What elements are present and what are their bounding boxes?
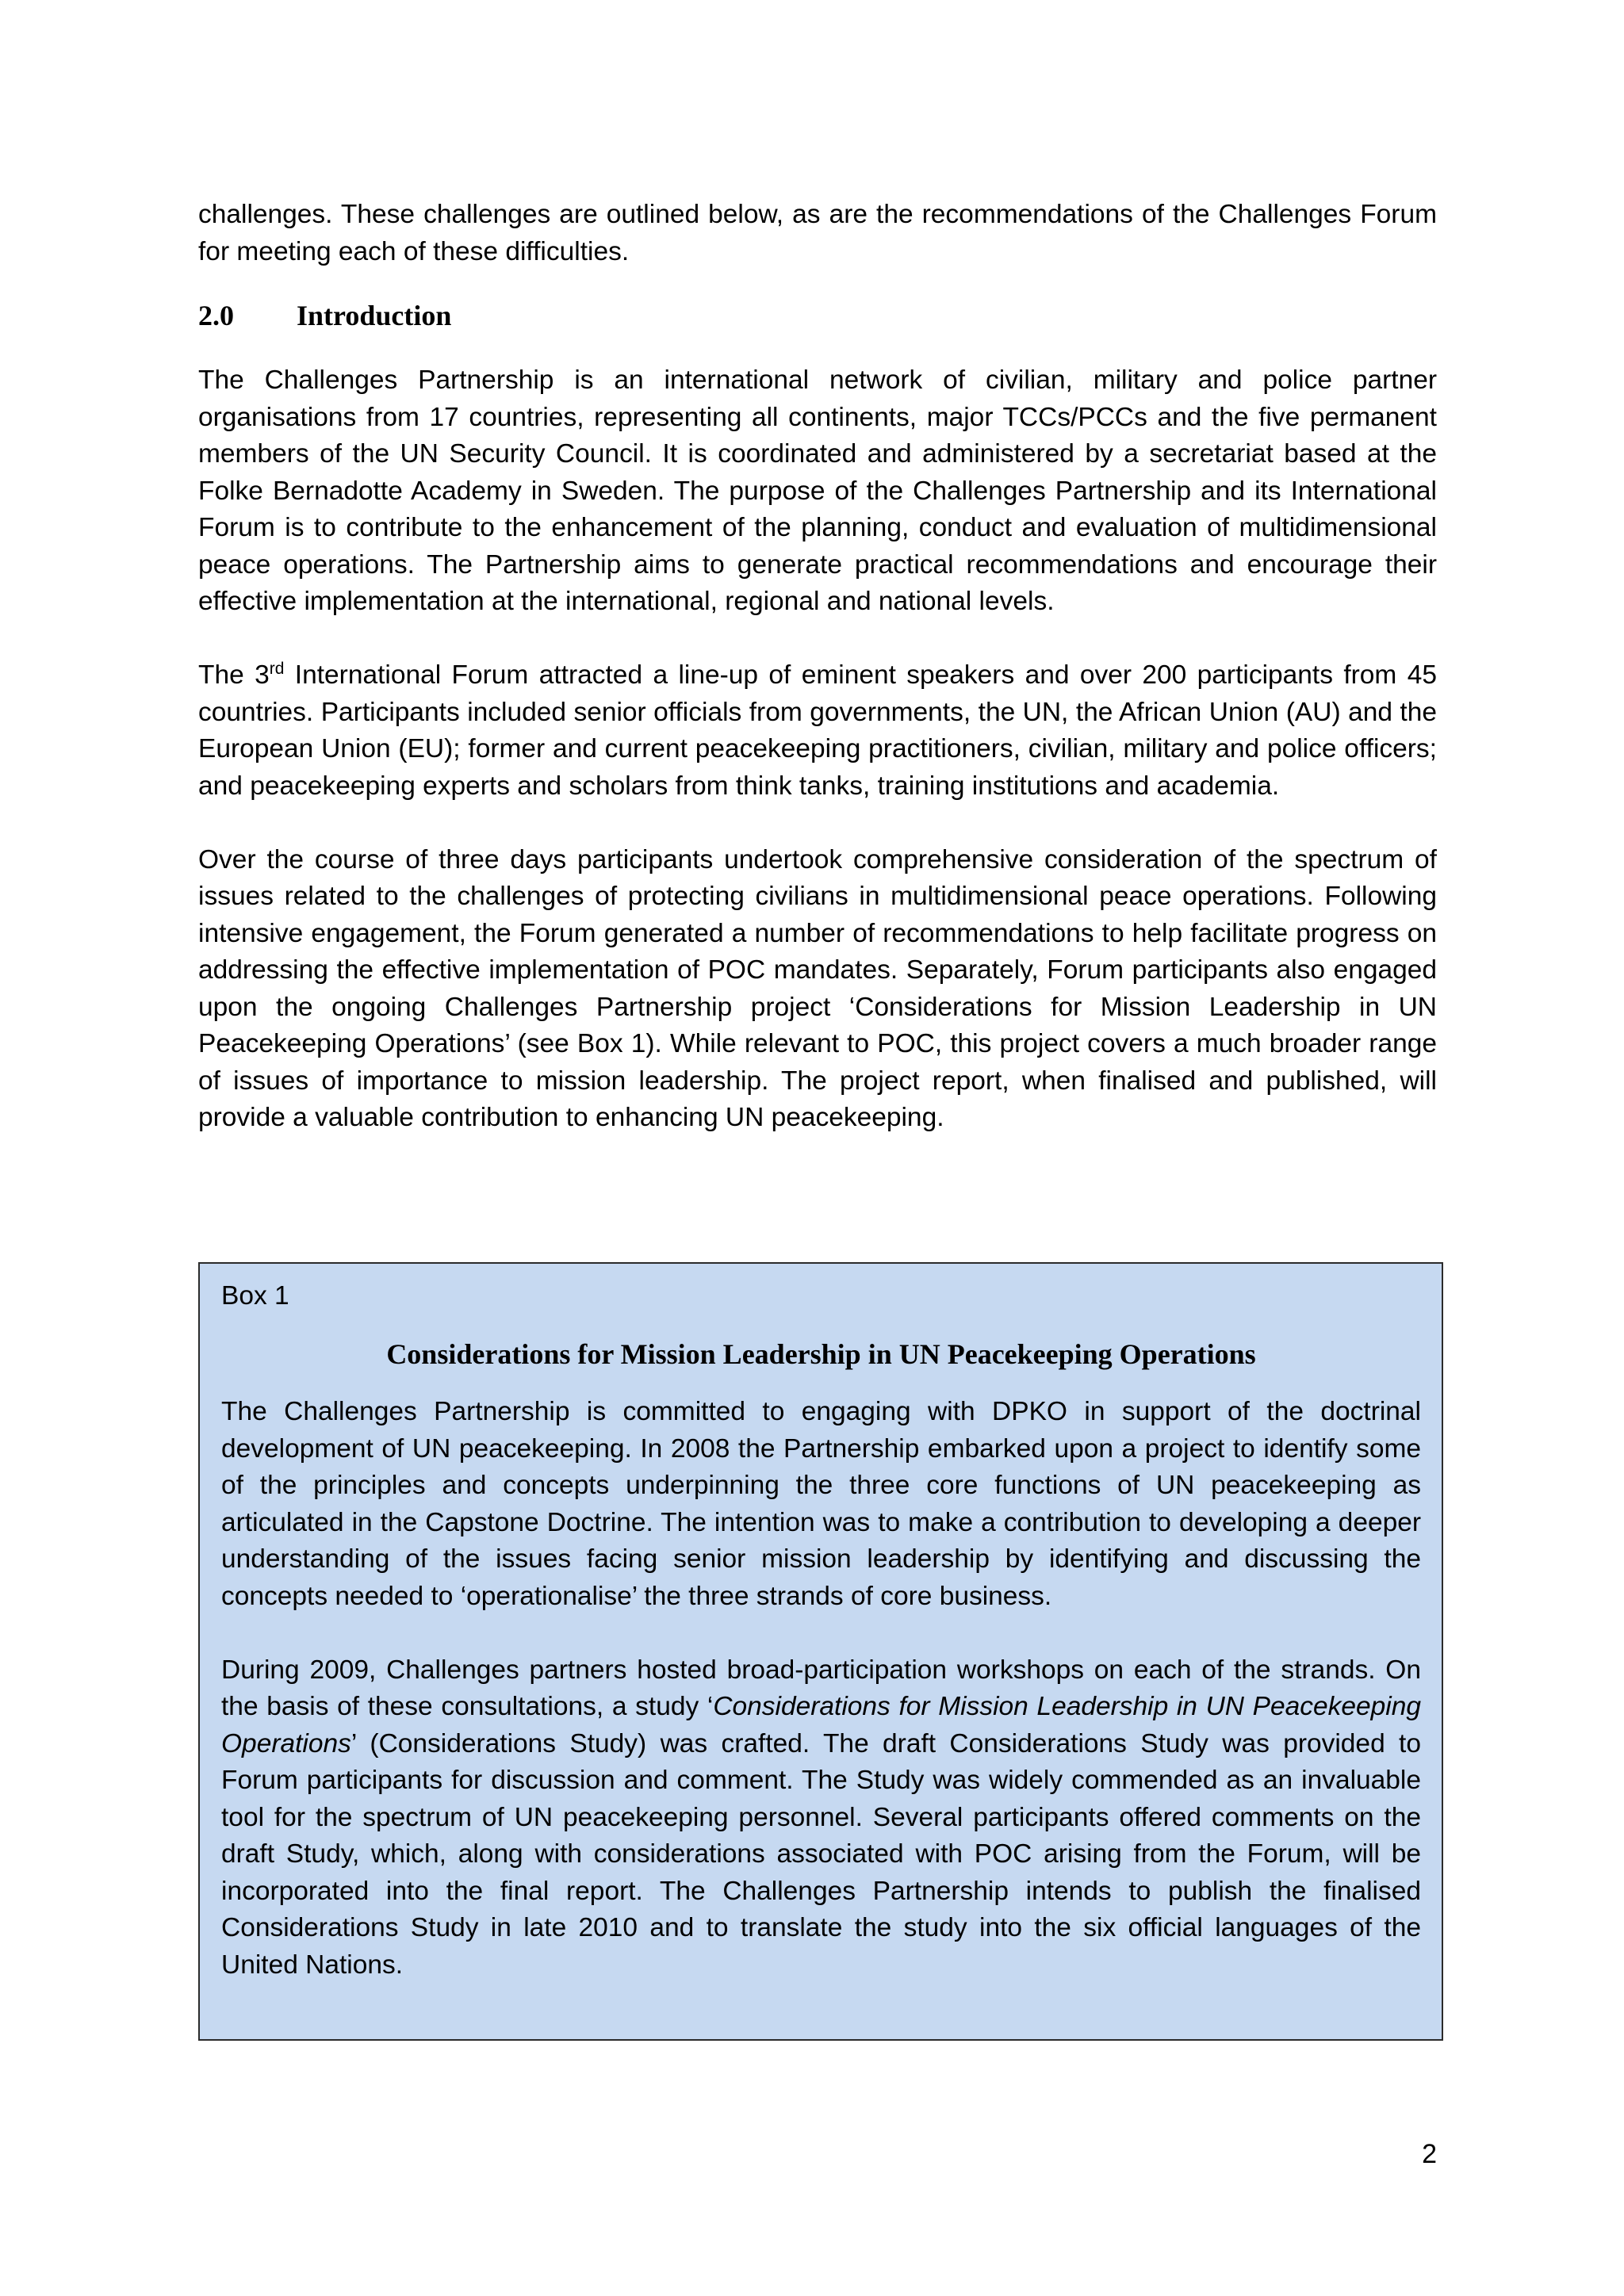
box-paragraph-commitment: The Challenges Partnership is committed to engaging with DPKO in support of the doctrinal development of UN peacekeeping. In 2008 the Partnership embarked upon a project to identify some of the principles and concepts underpinning the three core functions of UN peacekeeping as articulated in the Capstone Doctrine. The intention was to make a contribution to developing a deeper understanding of the issues facing senior mission leadership by identifying and discussing the concepts needed to ‘operationalise’ the three strands of core business. <box>221 1397 1421 1611</box>
box-2009-text-rest: ’ (Considerations Study) was crafted. The draft Considerations Study was provided to Forum participants for discussion and comment. The Study was widely commended as an invaluable tool for the spectrum of UN peacekeeping personnel. Several participants offered comments on the draft Study, which, along with considerations associated with POC arising from the Forum, will be incorporated into the final report. The Challenges Partnership intends to publish the finalised Considerations Study in late 2010 and to translate the study into the six official languages of the United Nations. <box>221 1728 1421 1980</box>
box-paragraph-2009 <box>221 1652 1421 1984</box>
box-title: Considerations for Mission Leadership in UN Peacekeeping Operations <box>386 1338 1256 1370</box>
forum-text-start: The 3 <box>198 660 270 690</box>
box-2009-text-start: During 2009, Challenges partners hosted broad-participation workshops on each of the strands. On the basis of these consultations, a study ‘ <box>221 1655 1421 1721</box>
ordinal-suffix: rd <box>269 659 285 678</box>
paragraph-forum <box>198 657 1437 805</box>
section-title: Introduction <box>297 300 452 331</box>
forum-text-rest: International Forum attracted a line-up of eminent speakers and over 200 participants from 45 countries. Participants included senior officials from governments, the UN, the African Union (AU) and the European Union (EU); former and current peacekeeping practitioners, civilian, military and police officers; and peacekeeping experts and scholars from think tanks, training institutions and academia. <box>198 660 1437 801</box>
box-label: Box 1 <box>221 1281 289 1311</box>
box-1 <box>198 1262 1443 2041</box>
paragraph-partnership: The Challenges Partnership is an international network of civilian, military and police partner organisations from 17 countries, representing all continents, major TCCs/PCCs and the five permanent members of the UN Security Council. It is coordinated and administered by a secretariat based at the Folke Bernadotte Academy in Sweden. The purpose of the Challenges Partnership and its International Forum is to contribute to the enhancement of the planning, conduct and evaluation of multidimensional peace operations. The Partnership aims to generate practical recommendations and encourage their effective implementation at the international, regional and national levels. <box>198 365 1437 616</box>
section-heading <box>198 297 1437 334</box>
page-number: 2 <box>1422 2139 1437 2169</box>
paragraph-three-days: Over the course of three days participants undertook comprehensive consideration of the spectrum of issues related to the challenges of protecting civilians in multidimensional peace operations. Following intensive engagement, the Forum generated a number of recommendations to help facilitate progress on addressing the effective implementation of POC mandates. Separately, Forum participants also engaged upon the ongoing Challenges Partnership project ‘Considerations for Mission Leadership in UN Peacekeeping Operations’ (see Box 1). While relevant to POC, this project covers a much broader range of issues of importance to mission leadership. The project report, when finalised and published, will provide a valuable contribution to enhancing UN peacekeeping. <box>198 844 1437 1132</box>
section-number: 2.0 <box>198 300 234 331</box>
intro-tail-paragraph: challenges. These challenges are outlined below, as are the recommendations of the Challenges Forum for meeting each of these difficulties. <box>198 200 1437 266</box>
document-page <box>198 197 1437 1137</box>
study-title-italic: Considerations for Mission Leadership in UN Peacekeeping Operations <box>221 1692 1421 1758</box>
